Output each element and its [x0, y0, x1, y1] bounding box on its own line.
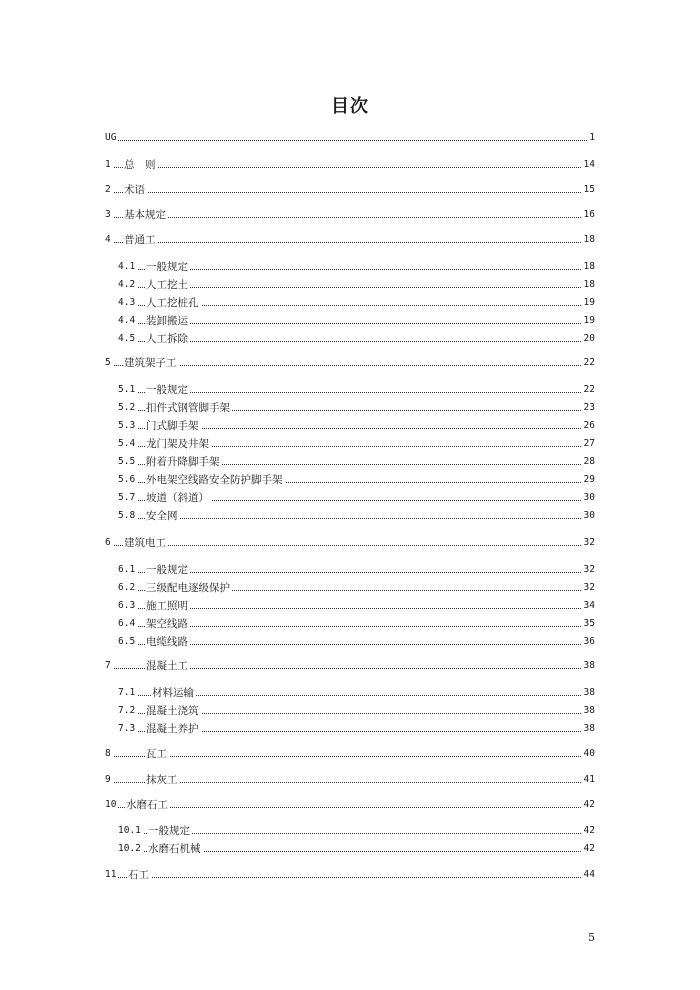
toc-entry-number: 6.1: [118, 562, 137, 578]
toc-entry[interactable]: [0, 685, 700, 701]
toc-entry-page: 32: [582, 535, 595, 551]
leader-dots: [105, 877, 593, 878]
toc-entry-label: 石工: [128, 869, 149, 881]
toc-entry-number: 5.7: [118, 490, 137, 506]
toc-entry-label: 混凝土养护: [146, 723, 199, 735]
toc-entry-page: 38: [582, 685, 595, 701]
toc-entry[interactable]: [0, 841, 700, 857]
toc-entry-page: 18: [582, 232, 595, 248]
toc-entry-page: 32: [582, 562, 595, 578]
toc-entry-number: 5.4: [118, 436, 137, 452]
toc-entry[interactable]: [0, 616, 700, 632]
toc-entry-page: 42: [582, 797, 595, 813]
toc-entry-number: 7: [105, 658, 113, 674]
toc-entry-page: 27: [582, 436, 595, 452]
toc-entry[interactable]: [0, 562, 700, 578]
toc-entry[interactable]: [0, 867, 700, 883]
toc-entry-page: 30: [582, 508, 595, 524]
toc-entry[interactable]: [0, 277, 700, 293]
toc-entry[interactable]: [0, 508, 700, 524]
toc-entry-number: 7.1: [118, 685, 137, 701]
toc-entry-number: 5.3: [118, 418, 137, 434]
toc-entry-label: 一般规定: [146, 384, 188, 396]
toc-entry-label: 一般规定: [146, 261, 188, 273]
toc-entry-number: 4.3: [118, 295, 137, 311]
toc-entry-page: 40: [582, 746, 595, 762]
toc-entry-page: 16: [582, 207, 595, 223]
toc-entry[interactable]: [0, 797, 700, 813]
toc-entry-number: 10: [105, 797, 118, 813]
leader-dots: [105, 756, 593, 757]
toc-entry[interactable]: [0, 331, 700, 347]
toc-entry[interactable]: [0, 721, 700, 737]
toc-entry-page: 34: [582, 598, 595, 614]
leader-dots: [105, 545, 593, 546]
toc-entry-label: 建筑电工: [124, 537, 166, 549]
toc-entry[interactable]: [0, 207, 700, 223]
toc-entry-number: 4.2: [118, 277, 137, 293]
toc-entry-label: 人工挖桩孔: [146, 297, 199, 309]
toc-entry[interactable]: [0, 436, 700, 452]
toc-entry-page: 19: [582, 295, 595, 311]
toc-entry[interactable]: [0, 232, 700, 248]
toc-entry-number: 8: [105, 746, 113, 762]
toc-entry-label: 架空线路: [146, 618, 188, 630]
toc-entry-label: 施工照明: [146, 600, 188, 612]
toc-entry-number: 6.4: [118, 616, 137, 632]
toc-entry-page: 38: [582, 721, 595, 737]
toc-entry-label: 门式脚手架: [146, 420, 199, 432]
toc-entry-label: 水磨石工: [126, 799, 168, 811]
leader-dots: [105, 807, 593, 808]
toc-entry-number: 5.5: [118, 454, 137, 470]
toc-entry-number: 10.2: [118, 841, 143, 857]
toc-entry[interactable]: [0, 472, 700, 488]
toc-entry-number: 5.1: [118, 382, 137, 398]
toc-entry[interactable]: [0, 313, 700, 329]
toc-entry-page: 20: [582, 331, 595, 347]
toc-entry-page: 42: [582, 841, 595, 857]
toc-entry[interactable]: [0, 400, 700, 416]
toc-entry[interactable]: [0, 295, 700, 311]
toc-entry-number: 5.2: [118, 400, 137, 416]
toc-entry-page: 29: [582, 472, 595, 488]
toc-entry-page: 32: [582, 580, 595, 596]
toc-entry-page: 36: [582, 634, 595, 650]
toc-entry-page: 28: [582, 454, 595, 470]
toc-entry-number: 6.3: [118, 598, 137, 614]
toc-entry-page: 18: [582, 259, 595, 275]
toc-entry[interactable]: [0, 382, 700, 398]
toc-entry-number: 7.2: [118, 703, 137, 719]
toc-entry[interactable]: [0, 580, 700, 596]
toc-entry-label: 一般规定: [148, 825, 190, 837]
toc-entry-page: 19: [582, 313, 595, 329]
toc-entry[interactable]: [0, 259, 700, 275]
toc-entry-label: 瓦工: [146, 748, 167, 760]
toc-entry[interactable]: [0, 634, 700, 650]
toc-entry-label: 装卸搬运: [146, 315, 188, 327]
toc-entry-number: 10.1: [118, 823, 143, 839]
toc-entry-label: 附着升降脚手架: [146, 456, 220, 468]
toc-entry-page: 22: [582, 382, 595, 398]
toc-entry-label: 人工拆除: [146, 333, 188, 345]
toc-entry[interactable]: [0, 130, 700, 146]
leader-dots: [105, 140, 593, 141]
toc-entry-label: 电缆线路: [146, 636, 188, 648]
toc-entry-label: 水磨石机械: [148, 843, 201, 855]
toc-entry-label: 三级配电逐级保护: [146, 582, 230, 594]
toc-entry-label: 建筑架子工: [124, 357, 177, 369]
toc-entry[interactable]: [0, 598, 700, 614]
leader-dots: [105, 167, 593, 168]
toc-entry-page: 38: [582, 658, 595, 674]
toc-entry-label: 基本规定: [124, 209, 166, 221]
toc-entry[interactable]: [0, 746, 700, 762]
toc-entry[interactable]: [0, 490, 700, 506]
toc-entry-number: 4.4: [118, 313, 137, 329]
toc-entry-page: 15: [582, 182, 595, 198]
toc-entry-page: 23: [582, 400, 595, 416]
toc-entry-label: 普通工: [124, 234, 156, 246]
toc-entry-number: 5.8: [118, 508, 137, 524]
leader-dots: [105, 192, 593, 193]
toc-entry-page: 14: [582, 157, 595, 173]
toc-entry[interactable]: [0, 535, 700, 551]
toc-entry-page: 41: [582, 772, 595, 788]
page-title: 目次: [331, 96, 369, 117]
toc-entry-number: 4: [105, 232, 113, 248]
toc-entry-number: 5: [105, 355, 113, 371]
toc-entry-label: 人工挖土: [146, 279, 188, 291]
toc-entry-page: 42: [582, 823, 595, 839]
toc-entry[interactable]: [0, 772, 700, 788]
toc-entry[interactable]: [0, 454, 700, 470]
toc-entry-label: 材料运输: [152, 687, 194, 699]
toc-entry-number: 6.5: [118, 634, 137, 650]
toc-entry[interactable]: [0, 355, 700, 371]
toc-entry[interactable]: [0, 182, 700, 198]
toc-entry-page: 44: [582, 867, 595, 883]
toc-entry-label: 坡道（斜道）: [146, 492, 209, 504]
toc-entry-label: 混凝土浇筑: [146, 705, 199, 717]
toc-entry-number: 9: [105, 772, 113, 788]
toc-entry-label: 扣件式钢管脚手架: [146, 402, 230, 414]
toc-entry[interactable]: [0, 823, 700, 839]
toc-entry-number: UG: [105, 130, 118, 146]
toc-entry-label: 外电架空线路安全防护脚手架: [146, 474, 283, 486]
toc-entry[interactable]: [0, 157, 700, 173]
toc-entry-label: 混凝土工: [146, 660, 188, 672]
toc-entry-number: 6: [105, 535, 113, 551]
toc-entry-number: 3: [105, 207, 113, 223]
toc-entry[interactable]: [0, 658, 700, 674]
leader-dots: [105, 217, 593, 218]
toc-entry-number: 2: [105, 182, 113, 198]
toc-entry-label: 总 则: [124, 159, 156, 171]
toc-entry-label: 一般规定: [146, 564, 188, 576]
toc-entry-number: 1: [105, 157, 113, 173]
toc-entry[interactable]: [0, 703, 700, 719]
leader-dots: [118, 518, 593, 519]
toc-entry-page: 30: [582, 490, 595, 506]
toc-entry[interactable]: [0, 418, 700, 434]
leader-dots: [105, 242, 593, 243]
toc-entry-page: 35: [582, 616, 595, 632]
toc-entry-number: 7.3: [118, 721, 137, 737]
toc-entry-page: 22: [582, 355, 595, 371]
toc-entry-number: 6.2: [118, 580, 137, 596]
toc-entry-page: 18: [582, 277, 595, 293]
toc-entry-page: 38: [582, 703, 595, 719]
toc-entry-page: 1: [587, 130, 595, 146]
toc-entry-number: 5.6: [118, 472, 137, 488]
toc-entry-number: 4.5: [118, 331, 137, 347]
toc-entry-page: 26: [582, 418, 595, 434]
toc-entry-number: 11: [105, 867, 118, 883]
toc-entry-label: 术语: [124, 184, 145, 196]
toc-entry-label: 龙门架及井架: [146, 438, 209, 450]
toc-entry-label: 安全网: [146, 510, 178, 522]
toc-entry-label: 抹灰工: [146, 774, 178, 786]
toc-entry-number: 4.1: [118, 259, 137, 275]
page-number-text: 5: [588, 931, 595, 944]
